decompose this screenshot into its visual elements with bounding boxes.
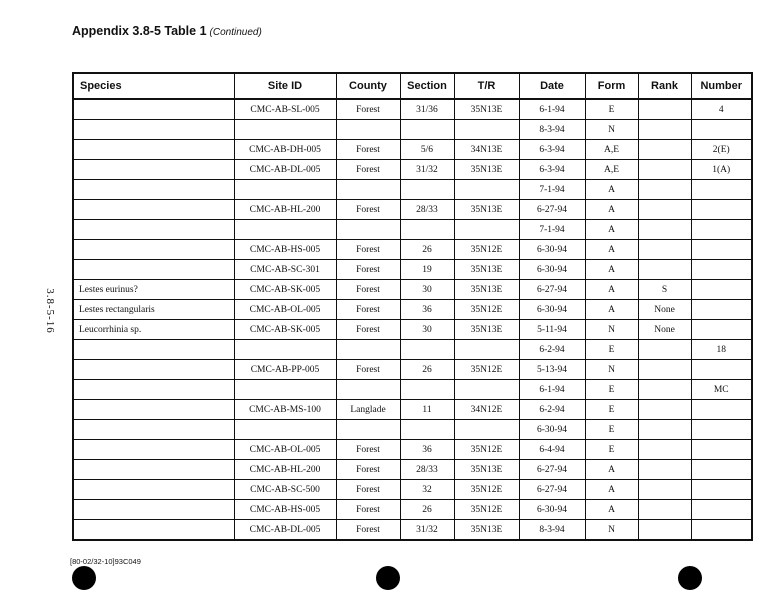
cell-rank [638,140,691,160]
cell-tr: 35N12E [454,240,519,260]
cell-tr: 35N12E [454,500,519,520]
cell-section: 31/36 [400,99,454,120]
cell-county: Langlade [336,400,400,420]
cell-species [73,240,234,260]
cell-section: 36 [400,300,454,320]
cell-form: A [585,200,638,220]
cell-tr: 35N13E [454,160,519,180]
cell-county: Forest [336,200,400,220]
table-row [73,440,752,460]
cell-tr: 35N12E [454,300,519,320]
cell-species [73,340,234,360]
cell-date: 6-2-94 [519,340,585,360]
cell-form: E [585,420,638,440]
cell-rank [638,480,691,500]
cell-species [73,420,234,440]
cell-section [400,180,454,200]
cell-number [691,240,752,260]
cell-rank [638,460,691,480]
cell-form: N [585,320,638,340]
cell-species [73,160,234,180]
cell-date: 7-1-94 [519,220,585,240]
cell-county: Forest [336,440,400,460]
cell-rank [638,400,691,420]
cell-section: 26 [400,240,454,260]
cell-section: 28/33 [400,460,454,480]
cell-species [73,500,234,520]
cell-site-id [234,380,336,400]
cell-county: Forest [336,99,400,120]
cell-tr: 35N12E [454,480,519,500]
cell-tr: 35N12E [454,360,519,380]
cell-site-id: CMC-AB-SL-005 [234,99,336,120]
col-header-tr: T/R [454,73,519,99]
cell-date: 8-3-94 [519,520,585,541]
cell-date: 6-30-94 [519,240,585,260]
cell-tr: 35N13E [454,99,519,120]
cell-number [691,440,752,460]
table-row [73,120,752,140]
cell-rank [638,180,691,200]
col-header-site-id: Site ID [234,73,336,99]
cell-date: 6-4-94 [519,440,585,460]
cell-tr: 35N13E [454,520,519,541]
cell-county: Forest [336,300,400,320]
cell-site-id [234,420,336,440]
cell-section: 5/6 [400,140,454,160]
cell-rank: S [638,280,691,300]
cell-county: Forest [336,140,400,160]
table-row [73,140,752,160]
cell-species [73,440,234,460]
cell-species [73,220,234,240]
cell-form: E [585,380,638,400]
cell-site-id [234,180,336,200]
cell-species [73,480,234,500]
cell-form: A [585,500,638,520]
binder-hole [72,566,96,590]
cell-section: 32 [400,480,454,500]
table-row [73,99,752,120]
cell-section: 31/32 [400,520,454,541]
table-row [73,320,752,340]
cell-species [73,520,234,541]
binder-hole [376,566,400,590]
table-row [73,220,752,240]
table-row [73,340,752,360]
cell-number [691,480,752,500]
cell-rank [638,200,691,220]
cell-date: 6-3-94 [519,140,585,160]
cell-rank [638,99,691,120]
cell-species: Lestes eurinus? [73,280,234,300]
cell-tr [454,120,519,140]
table-row [73,480,752,500]
cell-form: N [585,520,638,541]
cell-number [691,180,752,200]
cell-section: 36 [400,440,454,460]
cell-form: A [585,480,638,500]
table-row [73,180,752,200]
cell-site-id: CMC-AB-OL-005 [234,440,336,460]
cell-form: A,E [585,140,638,160]
cell-date: 6-30-94 [519,420,585,440]
cell-county [336,120,400,140]
cell-rank [638,440,691,460]
cell-site-id: CMC-AB-HL-200 [234,460,336,480]
title-continued: (Continued) [209,27,262,38]
cell-date: 6-2-94 [519,400,585,420]
cell-species [73,200,234,220]
cell-date: 6-27-94 [519,460,585,480]
cell-county [336,180,400,200]
cell-section: 28/33 [400,200,454,220]
title-text: Appendix 3.8-5 Table 1 [72,24,207,38]
cell-county [336,220,400,240]
cell-site-id: CMC-AB-DL-005 [234,160,336,180]
cell-number: 2(E) [691,140,752,160]
cell-tr [454,180,519,200]
cell-rank: None [638,320,691,340]
table-header-row [73,73,752,99]
col-header-date: Date [519,73,585,99]
cell-form: A [585,260,638,280]
cell-form: E [585,99,638,120]
cell-tr: 35N13E [454,200,519,220]
col-header-county: County [336,73,400,99]
cell-site-id: CMC-AB-PP-005 [234,360,336,380]
cell-number [691,400,752,420]
cell-form: A [585,220,638,240]
cell-rank [638,340,691,360]
col-header-species: Species [73,73,234,99]
cell-site-id [234,120,336,140]
cell-site-id [234,340,336,360]
cell-site-id: CMC-AB-HL-200 [234,200,336,220]
cell-number [691,200,752,220]
cell-date: 8-3-94 [519,120,585,140]
cell-number [691,420,752,440]
cell-county: Forest [336,260,400,280]
cell-county [336,420,400,440]
cell-tr: 35N13E [454,320,519,340]
cell-number [691,320,752,340]
cell-form: A [585,240,638,260]
cell-form: E [585,440,638,460]
cell-section: 19 [400,260,454,280]
table-row [73,160,752,180]
cell-section: 26 [400,360,454,380]
cell-number [691,520,752,541]
col-header-number: Number [691,73,752,99]
cell-site-id: CMC-AB-HS-005 [234,240,336,260]
cell-section [400,380,454,400]
cell-form: A,E [585,160,638,180]
cell-county: Forest [336,480,400,500]
cell-rank [638,420,691,440]
cell-county [336,380,400,400]
col-header-rank: Rank [638,73,691,99]
cell-section: 31/32 [400,160,454,180]
cell-county: Forest [336,500,400,520]
cell-species [73,460,234,480]
cell-date: 6-1-94 [519,380,585,400]
cell-county: Forest [336,160,400,180]
table-body [73,99,752,540]
cell-rank [638,520,691,541]
cell-form: A [585,460,638,480]
species-table [72,72,753,541]
cell-site-id: CMC-AB-DH-005 [234,140,336,160]
cell-species: Lestes rectangularis [73,300,234,320]
cell-date: 5-13-94 [519,360,585,380]
table-row [73,500,752,520]
cell-tr [454,380,519,400]
cell-species [73,140,234,160]
cell-species [73,180,234,200]
cell-section: 11 [400,400,454,420]
cell-form: A [585,180,638,200]
cell-rank [638,360,691,380]
table-row [73,200,752,220]
table-row [73,420,752,440]
cell-form: N [585,360,638,380]
cell-county: Forest [336,320,400,340]
cell-rank [638,160,691,180]
cell-county: Forest [336,240,400,260]
cell-date: 6-30-94 [519,300,585,320]
cell-section [400,120,454,140]
cell-site-id [234,220,336,240]
cell-date: 6-30-94 [519,260,585,280]
cell-date: 6-27-94 [519,480,585,500]
cell-form: E [585,340,638,360]
cell-tr: 34N12E [454,400,519,420]
cell-site-id: CMC-AB-DL-005 [234,520,336,541]
cell-tr [454,340,519,360]
cell-tr: 35N13E [454,260,519,280]
cell-rank: None [638,300,691,320]
cell-number [691,300,752,320]
cell-form: A [585,300,638,320]
cell-tr: 34N13E [454,140,519,160]
cell-date: 6-30-94 [519,500,585,520]
cell-site-id: CMC-AB-HS-005 [234,500,336,520]
table-row [73,300,752,320]
cell-number [691,280,752,300]
cell-date: 6-27-94 [519,280,585,300]
cell-rank [638,260,691,280]
cell-section: 26 [400,500,454,520]
cell-species [73,99,234,120]
cell-tr: 35N13E [454,460,519,480]
cell-county: Forest [336,360,400,380]
cell-date: 7-1-94 [519,180,585,200]
table-row [73,400,752,420]
cell-county: Forest [336,460,400,480]
cell-date: 6-27-94 [519,200,585,220]
table-row [73,380,752,400]
table-row [73,520,752,541]
cell-rank [638,500,691,520]
cell-date: 5-11-94 [519,320,585,340]
cell-species [73,120,234,140]
cell-form: E [585,400,638,420]
cell-section: 30 [400,280,454,300]
cell-number [691,260,752,280]
cell-rank [638,240,691,260]
cell-rank [638,220,691,240]
cell-county: Forest [336,520,400,541]
cell-site-id: CMC-AB-SC-500 [234,480,336,500]
page-number: 3.8-5-16 [43,288,56,334]
cell-site-id: CMC-AB-SK-005 [234,320,336,340]
cell-species [73,380,234,400]
cell-number [691,120,752,140]
table-row [73,280,752,300]
cell-tr: 35N12E [454,440,519,460]
page-title [72,24,262,38]
col-header-form: Form [585,73,638,99]
cell-site-id: CMC-AB-OL-005 [234,300,336,320]
cell-number [691,460,752,480]
cell-species: Leucorrhinia sp. [73,320,234,340]
cell-species [73,260,234,280]
cell-date: 6-3-94 [519,160,585,180]
cell-section [400,220,454,240]
table-row [73,460,752,480]
cell-number: 1(A) [691,160,752,180]
cell-species [73,400,234,420]
cell-section [400,420,454,440]
cell-county [336,340,400,360]
cell-site-id: CMC-AB-MS-100 [234,400,336,420]
cell-number [691,500,752,520]
table-row [73,360,752,380]
cell-form: A [585,280,638,300]
cell-section: 30 [400,320,454,340]
cell-site-id: CMC-AB-SK-005 [234,280,336,300]
cell-county: Forest [336,280,400,300]
cell-number [691,360,752,380]
cell-date: 6-1-94 [519,99,585,120]
cell-tr [454,220,519,240]
binder-hole [678,566,702,590]
cell-site-id: CMC-AB-SC-301 [234,260,336,280]
cell-rank [638,120,691,140]
table-row [73,260,752,280]
cell-tr: 35N13E [454,280,519,300]
table-row [73,240,752,260]
document-code: [80-02/32-10]93C049 [70,557,141,566]
col-header-section: Section [400,73,454,99]
cell-form: N [585,120,638,140]
cell-rank [638,380,691,400]
cell-tr [454,420,519,440]
cell-number [691,220,752,240]
cell-number: 4 [691,99,752,120]
cell-species [73,360,234,380]
cell-number: MC [691,380,752,400]
cell-section [400,340,454,360]
cell-number: 18 [691,340,752,360]
